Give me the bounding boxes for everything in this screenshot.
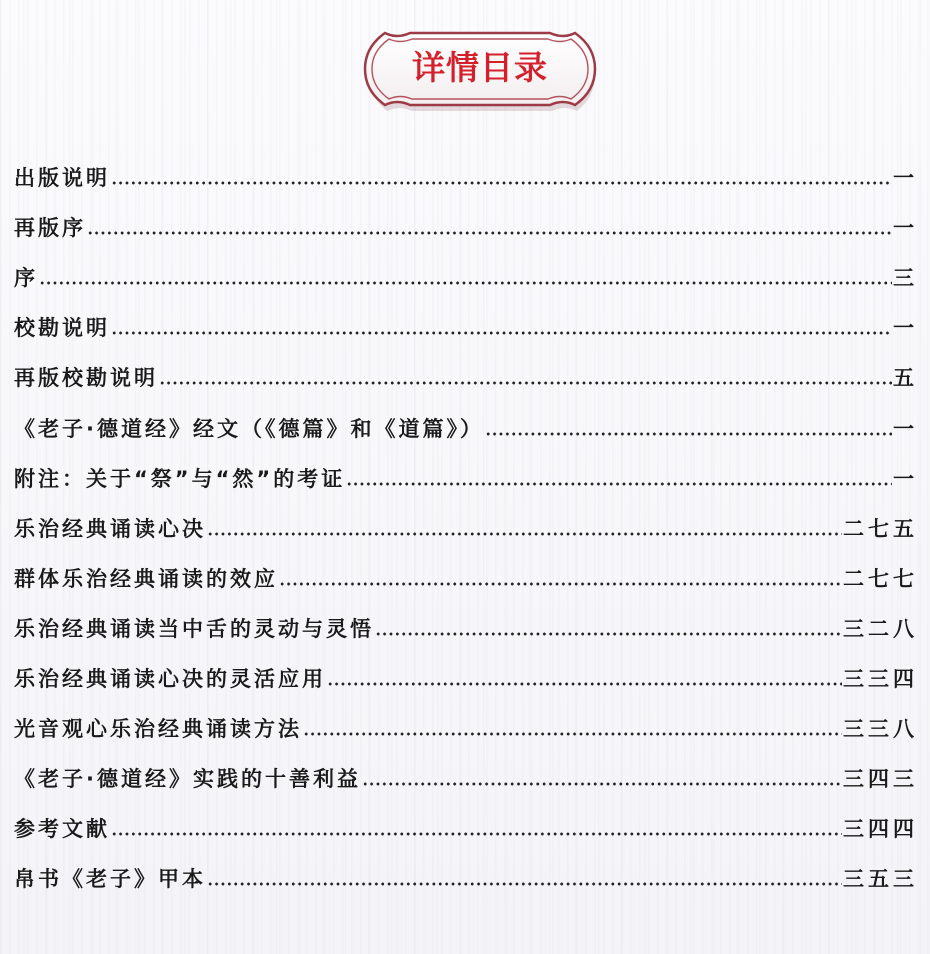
dot-leader [111,181,892,185]
toc-entry-title: 序 [14,266,38,291]
toc-entry-page: 一 [893,416,918,441]
toc-entry[interactable] [14,753,918,803]
toc-entry[interactable] [14,202,918,252]
toc-entry-page: 一 [893,216,918,241]
toc-entry-title: 参考文献 [14,817,110,842]
dot-leader [362,782,842,786]
dot-leader [207,882,842,886]
dot-leader [375,632,842,636]
dot-leader [327,682,842,686]
dot-leader [111,832,842,836]
toc-entry-title: 乐治经典诵读心决 [14,516,206,541]
toc-entry-page: 一 [893,466,918,491]
toc-entry-page: 三三八 [843,717,918,742]
toc-entry-page: 一 [893,166,918,191]
toc-entry-title: 《老子·德道经》实践的十善利益 [14,767,361,792]
dot-leader [346,482,892,486]
dot-leader [111,331,892,335]
dot-leader [303,732,842,736]
toc-entry[interactable] [14,252,918,302]
table-of-contents [14,152,918,903]
toc-entry-title: 群体乐治经典诵读的效应 [14,566,278,591]
toc-entry-title: 《老子·德道经》经文（《德篇》和《道篇》） [14,416,484,441]
toc-entry-page: 一 [893,316,918,341]
toc-entry-title: 再版序 [14,216,86,241]
title-badge [355,25,605,117]
toc-entry[interactable] [14,603,918,653]
toc-entry-page: 三四四 [843,817,918,842]
dot-leader [39,281,892,285]
toc-entry[interactable] [14,553,918,603]
toc-entry[interactable] [14,453,918,503]
toc-entry-page: 三四三 [843,767,918,792]
toc-entry[interactable] [14,853,918,903]
toc-entry-title: 光音观心乐治经典诵读方法 [14,717,302,742]
toc-entry-title: 再版校勘说明 [14,366,158,391]
toc-entry-page: 三三四 [843,667,918,692]
toc-entry-page: 二七五 [843,516,918,541]
dot-leader [279,582,842,586]
toc-entry-page: 三 [893,266,918,291]
toc-entry-title: 校勘说明 [14,316,110,341]
dot-leader [207,532,842,536]
dot-leader [485,432,892,436]
toc-entry-page: 五 [893,366,918,391]
dot-leader [159,381,892,385]
toc-entry-page: 二七七 [843,566,918,591]
toc-entry-page: 三五三 [843,867,918,892]
toc-entry[interactable] [14,352,918,402]
toc-entry-page: 三二八 [843,616,918,641]
toc-entry[interactable] [14,302,918,352]
toc-entry[interactable] [14,402,918,452]
toc-entry-title: 帛书《老子》甲本 [14,867,206,892]
dot-leader [87,231,892,235]
toc-entry[interactable] [14,152,918,202]
page-title: 详情目录 [412,48,548,87]
toc-entry-title: 附注：关于“祭”与“然”的考证 [14,466,346,491]
toc-entry[interactable] [14,703,918,753]
toc-entry[interactable] [14,803,918,853]
toc-entry-title: 出版说明 [14,166,110,191]
toc-entry[interactable] [14,503,918,553]
toc-entry-title: 乐治经典诵读当中舌的灵动与灵悟 [14,616,374,641]
toc-entry[interactable] [14,653,918,703]
toc-entry-title: 乐治经典诵读心决的灵活应用 [14,667,326,692]
